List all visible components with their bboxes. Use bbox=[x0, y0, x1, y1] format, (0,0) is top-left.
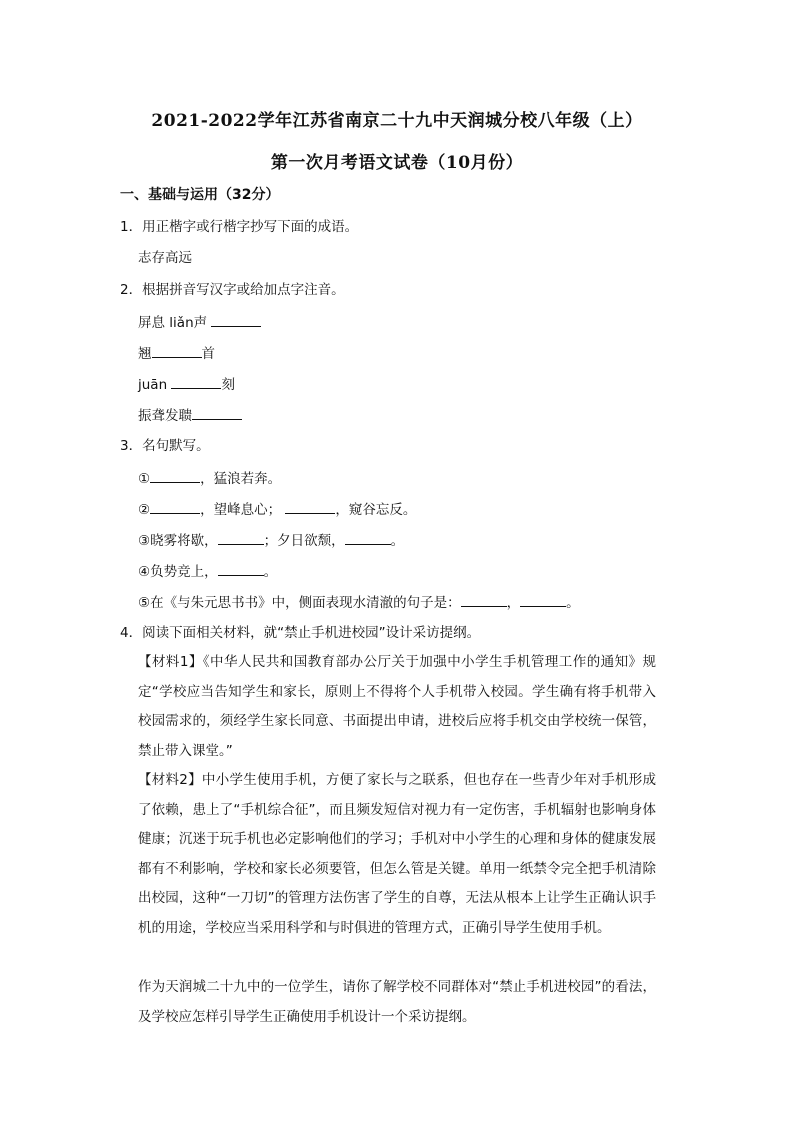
q3-item-5-text-b: 。 bbox=[566, 595, 580, 611]
question-2-item-4 bbox=[138, 405, 242, 425]
item-number: ② bbox=[138, 502, 151, 518]
question-3-prompt: 3．名句默写。 bbox=[120, 438, 210, 454]
item-number: ③ bbox=[138, 533, 151, 549]
q2-item-4-text: 振聋发聩 bbox=[138, 408, 192, 424]
q3-item-3-text-a: ；夕日欲颓， bbox=[263, 533, 345, 549]
answer-blank[interactable] bbox=[520, 592, 566, 607]
q3-item-3-text-b: 。 bbox=[390, 533, 405, 549]
question-3-item-3 bbox=[138, 530, 404, 550]
section-heading: 一、基础与运用（32分） bbox=[120, 187, 280, 203]
task-instruction: 作为天润城二十九中的一位学生，请你了解学校不同群体对“禁止手机进校园”的看法，及学校应怎样引导学生正确使用手机设计一个采访提纲。 bbox=[138, 979, 656, 1025]
q2-item-2-after: 首 bbox=[201, 346, 215, 362]
question-2-item-1 bbox=[138, 312, 261, 332]
q3-item-2-text-a: ，望峰息心； bbox=[200, 502, 282, 518]
item-number: ⑤ bbox=[138, 595, 151, 611]
item-number: ① bbox=[138, 471, 151, 487]
q3-item-5-text: 在《与朱元思书书》中，侧面表现水清澈的句子是： bbox=[150, 595, 461, 611]
q3-item-1-text: ，猛浪若奔。 bbox=[200, 471, 282, 487]
answer-blank[interactable] bbox=[211, 312, 261, 327]
question-3-item-2 bbox=[138, 499, 416, 519]
answer-blank[interactable] bbox=[171, 374, 221, 389]
q3-item-5-text-a: ， bbox=[506, 595, 521, 611]
question-1-prompt: 1．用正楷字或行楷字抄写下面的成语。 bbox=[120, 219, 359, 235]
q3-item-4-text-a: 。 bbox=[263, 564, 278, 580]
q3-item-3-text: 晓雾将歇， bbox=[150, 533, 218, 549]
q3-item-4-text: 负势竞上， bbox=[150, 564, 218, 580]
answer-blank[interactable] bbox=[218, 561, 264, 576]
answer-blank[interactable] bbox=[461, 592, 507, 607]
item-number: ④ bbox=[138, 564, 151, 580]
answer-blank[interactable] bbox=[152, 343, 202, 358]
question-3-item-1 bbox=[138, 468, 281, 488]
question-4-prompt: 4．阅读下面相关材料，就“禁止手机进校园”设计采访提纲。 bbox=[120, 625, 481, 641]
question-2-item-2 bbox=[138, 343, 215, 363]
material-2: 【材料2】中小学生使用手机，方便了家长与之联系，但也存在一些青少年对手机形成了依赖，患上了“手机综合征”，而且频发短信对视力有一定伤害，手机辐射也影响身体健康；沉迷于玩手机也必定影响他们的学习；手机对中小学生的心理和身体的健康发展都有不利影响，学校和家长必须要管，但怎么管是关键。单用一纸禁令完全把手机清除出校园，这种“一刀切”的管理方法伤害了学生的自尊，无法从根本上让学生正确认识手机的用途，学校应当采用科学和与时俱进的管理方式，正确引导学生使用手机。 bbox=[138, 772, 656, 936]
question-3-item-5 bbox=[138, 592, 580, 612]
q2-item-3-text: juān bbox=[138, 377, 172, 393]
question-3-item-4 bbox=[138, 561, 277, 581]
answer-blank[interactable] bbox=[218, 530, 264, 545]
q2-item-1-text: 屏息 liǎn声 bbox=[138, 315, 212, 331]
q2-item-3-after: 刻 bbox=[221, 377, 235, 393]
q2-item-2-text: 翘 bbox=[138, 346, 152, 362]
answer-blank[interactable] bbox=[150, 468, 200, 483]
question-1-idiom: 志存高远 bbox=[138, 250, 192, 266]
material-1: 【材料1】《中华人民共和国教育部办公厅关于加强中小学生手机管理工作的通知》规定“学校应当告知学生和家长，原则上不得将个人手机带入校园。学生确有将手机带入校园需求的，须经学生家长同意、书面提出申请，进校后应将手机交由学校统一保管，禁止带入课堂。” bbox=[138, 654, 656, 759]
answer-blank[interactable] bbox=[285, 499, 335, 514]
q3-item-2-text-b: ，窥谷忘反。 bbox=[335, 502, 417, 518]
question-2-item-3 bbox=[138, 374, 235, 394]
answer-blank[interactable] bbox=[192, 405, 242, 420]
exam-title-line2: 第一次月考语文试卷（10月份） bbox=[270, 153, 524, 173]
answer-blank[interactable] bbox=[345, 530, 391, 545]
question-2-prompt: 2．根据拼音写汉字或给加点字注音。 bbox=[120, 282, 345, 298]
exam-title-line1: 2021-2022学年江苏省南京二十九中天润城分校八年级（上） bbox=[151, 111, 643, 131]
answer-blank[interactable] bbox=[150, 499, 200, 514]
